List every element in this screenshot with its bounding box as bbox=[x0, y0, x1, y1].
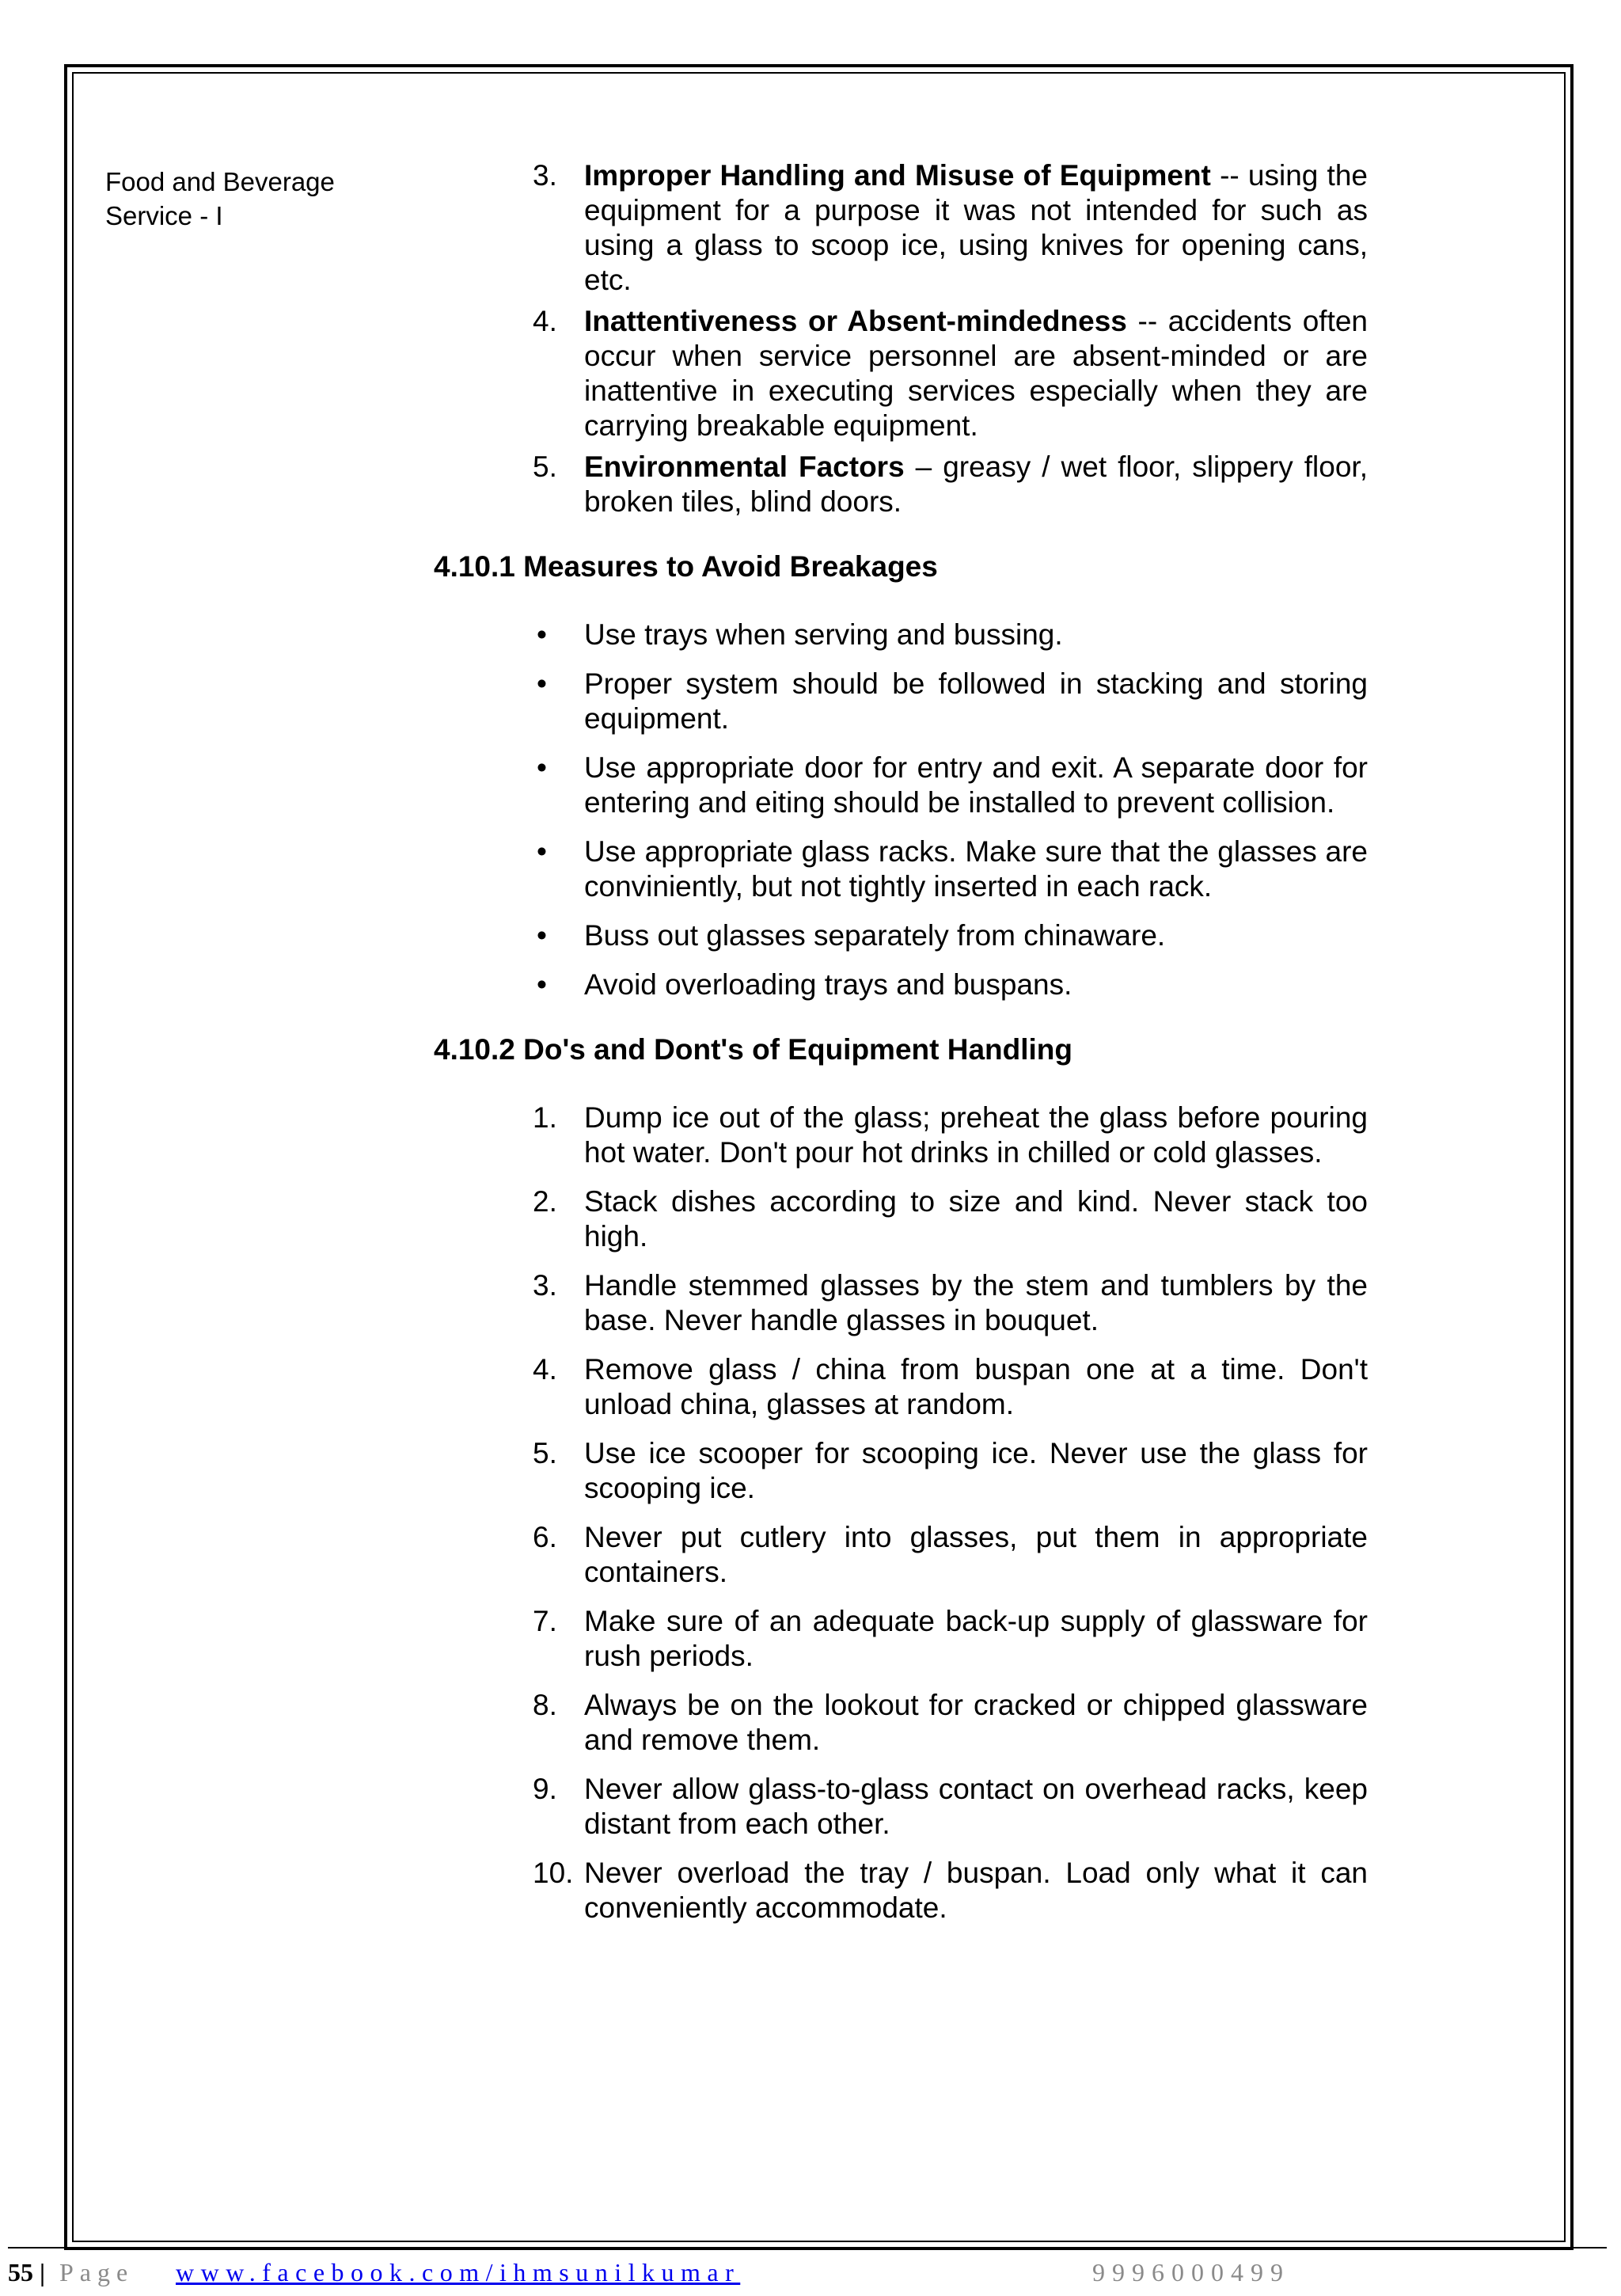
list-item-text: Always be on the lookout for cracked or chipped glassware and remove them. bbox=[584, 1689, 1368, 1756]
list-item bbox=[533, 618, 1368, 652]
list-item-text: Handle stemmed glasses by the stem and tumblers by the base. Never handle glasses in bouquet. bbox=[584, 1269, 1368, 1336]
list-item-text: Use trays when serving and bussing. bbox=[584, 618, 1063, 651]
cause-number: 3. bbox=[533, 159, 557, 192]
list-item-number: 1. bbox=[533, 1101, 557, 1134]
list-item-text: Buss out glasses separately from chinaware. bbox=[584, 919, 1166, 952]
list-item-text: Dump ice out of the glass; preheat the glass before pouring hot water. Don't pour hot drinks in chilled or cold glasses. bbox=[584, 1101, 1368, 1169]
list-item-text: Make sure of an adequate back-up supply of glassware for rush periods. bbox=[584, 1605, 1368, 1672]
side-label-line1: Food and Beverage bbox=[105, 167, 335, 196]
list-item-number: 9. bbox=[533, 1773, 557, 1805]
list-item bbox=[533, 1856, 1368, 1925]
dos-donts-list bbox=[533, 1100, 1368, 1925]
list-item bbox=[533, 1184, 1368, 1254]
cause-title: Inattentiveness or Absent-mindedness bbox=[584, 305, 1127, 337]
list-item-number: 2. bbox=[533, 1185, 557, 1218]
list-item bbox=[533, 667, 1368, 736]
list-item bbox=[533, 1100, 1368, 1170]
bullet-dot: • bbox=[537, 667, 547, 700]
bullet-dot: • bbox=[537, 968, 547, 1001]
cause-text: -- using the equipment for a purpose it was not intended for such as using a glass to scoop ice, using knives for opening cans, etc. bbox=[584, 159, 1368, 296]
phone-number: 9996000499 bbox=[1092, 2258, 1290, 2286]
bullet-dot: • bbox=[537, 751, 547, 784]
list-item-number: 7. bbox=[533, 1605, 557, 1637]
bullet-dot: • bbox=[537, 919, 547, 952]
list-item-text: Use appropriate glass racks. Make sure that the glasses are conviniently, but not tightly inserted in each rack. bbox=[584, 835, 1368, 903]
page-footer bbox=[8, 2247, 1607, 2286]
cause-title: Improper Handling and Misuse of Equipment bbox=[584, 159, 1211, 192]
list-item-text: Proper system should be followed in stacking and storing equipment. bbox=[584, 667, 1368, 735]
cause-title: Environmental Factors bbox=[584, 450, 905, 483]
cause-item bbox=[533, 158, 1368, 298]
list-item-text: Avoid overloading trays and buspans. bbox=[584, 968, 1072, 1001]
page-label: Page bbox=[59, 2258, 135, 2286]
list-item-number: 5. bbox=[533, 1437, 557, 1469]
cause-item bbox=[533, 304, 1368, 443]
page-number: 55 | bbox=[8, 2258, 46, 2286]
list-item bbox=[533, 1520, 1368, 1590]
list-item bbox=[533, 751, 1368, 820]
list-item bbox=[533, 1436, 1368, 1506]
cause-item bbox=[533, 450, 1368, 519]
causes-list bbox=[533, 158, 1368, 519]
facebook-link[interactable]: www.facebook.com/ihmsunilkumar bbox=[176, 2258, 741, 2286]
list-item-text: Stack dishes according to size and kind. Never stack too high. bbox=[584, 1185, 1368, 1253]
section-heading-dos-donts: 4.10.2 Do's and Dont's of Equipment Handling bbox=[434, 1033, 1072, 1066]
cause-number: 4. bbox=[533, 305, 557, 337]
list-item bbox=[533, 1352, 1368, 1422]
list-item-text: Never allow glass-to-glass contact on overhead racks, keep distant from each other. bbox=[584, 1773, 1368, 1840]
cause-text: – greasy / wet floor, slippery floor, broken tiles, blind doors. bbox=[584, 450, 1368, 518]
list-item-text: Never overload the tray / buspan. Load only what it can conveniently accommodate. bbox=[584, 1857, 1368, 1924]
list-item bbox=[533, 1772, 1368, 1842]
bullet-dot: • bbox=[537, 618, 547, 651]
bullet-dot: • bbox=[537, 835, 547, 868]
list-item-number: 3. bbox=[533, 1269, 557, 1302]
list-item-number: 4. bbox=[533, 1353, 557, 1386]
list-item-text: Use appropriate door for entry and exit. A separate door for entering and eiting should be installed to prevent collision. bbox=[584, 751, 1368, 819]
section-heading-measures: 4.10.1 Measures to Avoid Breakages bbox=[434, 550, 938, 583]
list-item bbox=[533, 1688, 1368, 1758]
cause-number: 5. bbox=[533, 450, 557, 483]
list-item-text: Never put cutlery into glasses, put them in appropriate containers. bbox=[584, 1521, 1368, 1588]
list-item-number: 8. bbox=[533, 1689, 557, 1721]
list-item bbox=[533, 967, 1368, 1002]
side-label bbox=[105, 165, 366, 233]
list-item-number: 10. bbox=[533, 1857, 574, 1889]
list-item bbox=[533, 834, 1368, 904]
measures-list bbox=[533, 618, 1368, 1002]
main-content bbox=[434, 158, 1368, 1925]
list-item bbox=[533, 1604, 1368, 1674]
cause-text: -- accidents often occur when service personnel are absent-minded or are inattentive in executing services especially when they are carrying breakable equipment. bbox=[584, 305, 1369, 442]
side-label-line2: Service - I bbox=[105, 201, 223, 230]
list-item-text: Remove glass / china from buspan one at a time. Don't unload china, glasses at random. bbox=[584, 1353, 1368, 1420]
list-item bbox=[533, 918, 1368, 953]
list-item-number: 6. bbox=[533, 1521, 557, 1553]
list-item-text: Use ice scooper for scooping ice. Never use the glass for scooping ice. bbox=[584, 1437, 1368, 1504]
list-item bbox=[533, 1268, 1368, 1338]
